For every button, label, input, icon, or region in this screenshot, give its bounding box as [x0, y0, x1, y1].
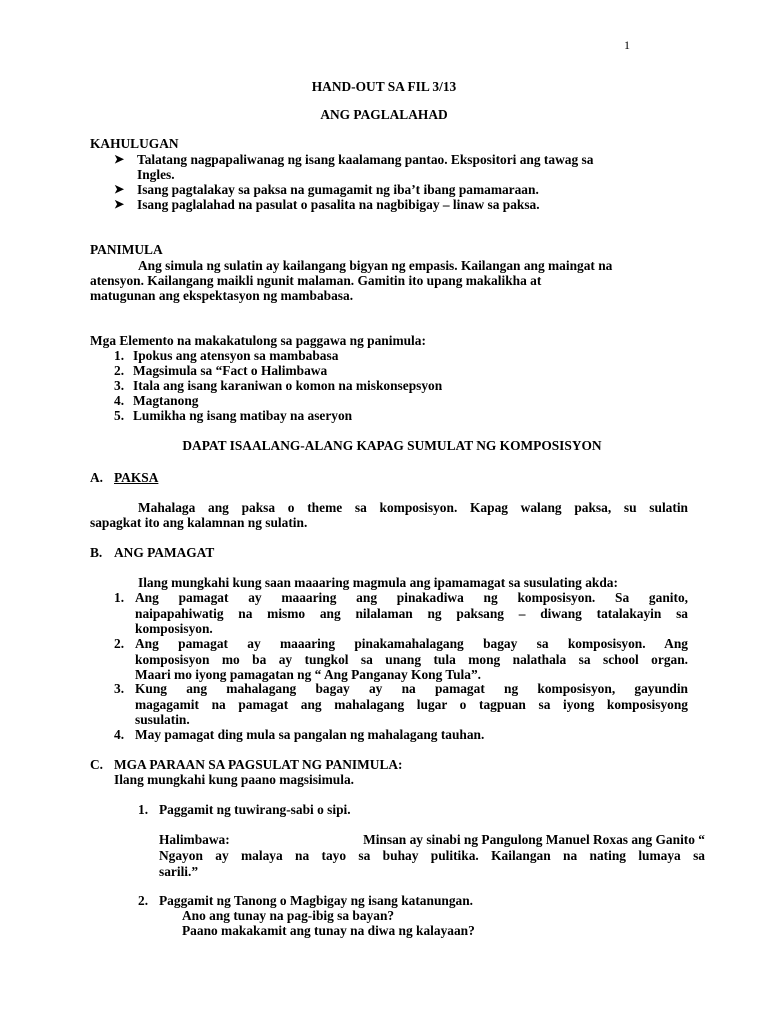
arrow-bullet-icon: ➤	[114, 152, 125, 166]
pamagat-heading: ANG PAMAGAT	[114, 545, 215, 560]
halimbawa-line: sarili.”	[159, 864, 199, 879]
panimula-line: Ang simula ng sulatin ay kailangang bigyan ng empasis. Kailangan ang maingat na	[138, 258, 613, 273]
halimbawa-line: Ngayon ay malaya na tayo sa buhay pulitika. Kailangan na nating lumaya sa	[159, 848, 705, 863]
pamagat-letter: B.	[90, 545, 103, 560]
paraan-intro: Ilang mungkahi kung paano magsisimula.	[114, 772, 355, 787]
halimbawa-line: Minsan ay sinabi ng Pangulong Manuel Roxas ang Ganito “	[363, 832, 705, 847]
arrow-bullet-icon: ➤	[114, 182, 125, 196]
paksa-line: sapagkat ito ang kalamnan ng sulatin.	[90, 515, 308, 530]
pamagat-intro: Ilang mungkahi kung saan maaaring magmula ang ipamamagat sa susulating akda:	[138, 575, 618, 590]
elemento-intro: Mga Elemento na makakatulong sa paggawa ng panimula:	[90, 333, 426, 348]
arrow-bullet-icon: ➤	[114, 197, 125, 211]
question-line: Ano ang tunay na pag-ibig sa bayan?	[182, 908, 395, 923]
list-item: 4. May pamagat ding mula sa pangalan ng mahalagang tauhan.	[114, 727, 485, 742]
document-title: HAND-OUT SA FIL 3/13	[311, 79, 457, 94]
document-page: 1 HAND-OUT SA FIL 3/13 ANG PAGLALAHAD KAHULUGAN ➤ Talatang nagpapaliwanag ng isang kaalamang pantao. Ekspositori ang tawag sa Ingles. ➤ Isang pagtalakay sa paksa na gumagamit ng iba’t ibang pamamaraan. ➤ Isang paglalahad na pasulat o pasalita na nagbibigay – linaw sa paksa. PANIMULA Ang simula ng sulatin ay kailangang bigyan ng empasis. Kailangan ang maingat na atensyon. Kailangang maikli ngunit malaman. Gamitin ito upang makalikha at matugunan ang ekspektasyon ng mambabasa. Mga Elemento na makakatulong sa paggawa ng panimula: 1. Ipokus ang atensyon sa mambabasa 2. Magsimula sa “Fact o Halimbawa 3. Itala ang isang karaniwan o komon na miskonsepsyon 4. Magtanong 5. Lumikha ng isang matibay na aseryon DAPAT ISAALANG-ALANG KAPAG SUMULAT NG KOMPOSISYON A. PAKSA Mahalaga ang paksa o theme sa komposisyon. Kapag walang paksa, su sulatin sapagkat ito ang kalamnan ng sulatin. B. ANG PAMAGAT Ilang mungkahi kung saan maaaring magmula ang ipamamagat sa susulating akda: 1. Ang pamagat ay maaaring ang pinakadiwa ng komposisyon. Sa ganito, naipapahiwatig na mismo ang nilalaman ng paksang – diwang tatalakayin sa komposisyon. 2. Ang pamagat ay maaaring pinakamahalagang bagay sa komposisyon. Ang komposisyon mo ba ay tungkol sa unang tula mong nalathala sa school organ. Maari mo iyong pamagatan ng “ Ang Panganay Kong Tula”. 3. Kung ang mahalagang bagay ay na pamagat ng komposisyon, gayundin magagamit na pamagat ang mahalagang lugar o tagpuan sa iyong komposisyong susulatin. 4. May pamagat ding mula sa pangalan ng mahalagang tauhan. C. MGA PARAAN SA PAGSULAT NG PANIMULA: Ilang mungkahi kung paano magsisimula. 1. Paggamit ng tuwirang-sabi o sipi. Halimbawa: Minsan ay sinabi ng Pangulong Manuel Roxas ang Ganito “ Ngayon ay malaya na tayo sa buhay pulitika. Kailangan na nating lumaya sa sarili.” 2. Paggamit ng Tanong o Magbigay ng isang katanungan. Ano ang tunay na pag-ibig sa bayan? Paano makakamit ang tunay na diwa ng kalayaan?	[0, 0, 768, 1024]
halimbawa-block	[159, 832, 705, 880]
paksa-line: Mahalaga ang paksa o theme sa komposisyon. Kapag walang paksa, su sulatin	[138, 500, 688, 515]
panimula-line: matugunan ang ekspektasyon ng mambabasa.	[90, 288, 354, 303]
list-item: 1. Ang pamagat ay maaaring ang pinakadiwa ng komposisyon. Sa ganito, naipapahiwatig na mismo ang nilalaman ng paksang – diwang tatalakayin sa komposisyon.	[114, 590, 688, 636]
list-item: 2. Ang pamagat ay maaaring pinakamahalagang bagay sa komposisyon. Ang komposisyon mo ba ay tungkol sa unang tula mong nalathala sa school organ. Maari mo iyong pamagatan ng “ Ang Panganay Kong Tula”.	[114, 636, 688, 682]
document-subtitle: ANG PAGLALAHAD	[320, 107, 448, 122]
paksa-letter: A.	[90, 470, 104, 485]
halimbawa-label: Halimbawa:	[159, 832, 230, 847]
paraan-letter: C.	[90, 757, 104, 772]
paksa-heading: PAKSA	[114, 470, 159, 485]
section-heading: DAPAT ISAALANG-ALANG KAPAG SUMULAT NG KOMPOSISYON	[182, 438, 602, 453]
page-number: 1	[624, 38, 630, 52]
list-item: 3. Kung ang mahalagang bagay ay na pamagat ng komposisyon, gayundin magagamit na pamagat ang mahalagang lugar o tagpuan sa iyong komposisyong susulatin.	[114, 681, 688, 727]
panimula-line: atensyon. Kailangang maikli ngunit malaman. Gamitin ito upang makalikha at	[90, 273, 542, 288]
panimula-heading: PANIMULA	[90, 242, 163, 257]
paraan-heading: MGA PARAAN SA PAGSULAT NG PANIMULA:	[114, 757, 403, 772]
kahulugan-heading: KAHULUGAN	[90, 136, 179, 151]
question-line: Paano makakamit ang tunay na diwa ng kalayaan?	[182, 923, 475, 938]
